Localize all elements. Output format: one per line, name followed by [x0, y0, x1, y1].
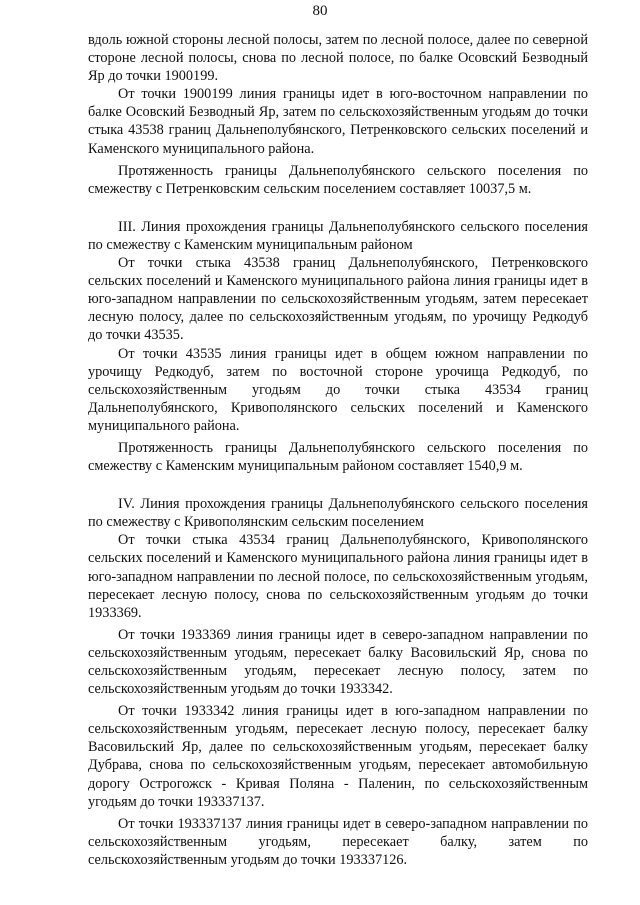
section-heading-iii: III. Линия прохождения границы Дальнеполубянского сельского поселения по смежеству с Каменским муниципальным районом: [88, 218, 588, 253]
paragraph-point-1900199: От точки 1900199 линия границы идет в юго-восточном направлении по балке Осовский Безводный Яр, затем по сельскохозяйственным угодьям до точки стыка 43538 границ Дальнеполубянского, Петренковского сельских поселений и Каменского муниципального района.: [88, 86, 588, 157]
paragraph-continuation: вдоль южной стороны лесной полосы, затем по лесной полосе, далее по северной стороне лесной полосы, снова по лесной полосе, по балке Осовский Безводный Яр до точки 1900199.: [88, 32, 588, 85]
paragraph-point-1933342: От точки 1933342 линия границы идет в юго-западном направлении по сельскохозяйственным угодьям, пересекает лесную полосу, пересекает балку Васовильский Яр, далее по сельскохозяйственным угодьям, пересекает балку Дубрава, снова по сельскохозяйственным угодьям, пересекает автомобильную дорогу Острогожск - Кривая Поляна - Паленин, по сельскохозяйственным угодьям до точки 193337137.: [88, 703, 588, 810]
paragraph-point-193337137: От точки 193337137 линия границы идет в северо-западном направлении по сельскохозяйственным угодьям, пересекает балку, затем по сельскохозяйственным угодьям до точки 193337126.: [88, 815, 588, 868]
paragraph-point-43534: От точки стыка 43534 границ Дальнеполубянского, Кривополянского сельских поселений и Каменского муниципального района линия границы идет в юго-западном направлении по лесной полосе, по сельскохозяйственным угодьям, пересекает лесную полосу, снова по сельскохозяйственным угодьям до точки 1933369.: [88, 532, 588, 621]
paragraph-length-kamenskiy: Протяженность границы Дальнеполубянского сельского поселения по смежеству с Каменским муниципальным районом составляет 1540,9 м.: [88, 439, 588, 475]
document-body: [88, 31, 588, 869]
page-number: 80: [312, 3, 328, 19]
section-heading-iv: IV. Линия прохождения границы Дальнеполубянского сельского поселения по смежеству с Кривополянским сельским поселением: [88, 496, 588, 531]
paragraph-point-1933369: От точки 1933369 линия границы идет в северо-западном направлении по сельскохозяйственным угодьям, пересекает балку Васовильский Яр, снова по сельскохозяйственным угодьям, пересекает лесную полосу, затем по сельскохозяйственным угодьям до точки 1933342.: [88, 626, 588, 698]
paragraph-length-petrenkovskoe: Протяженность границы Дальнеполубянского сельского поселения по смежеству с Петренковским сельским поселением составляет 10037,5 м.: [88, 162, 588, 197]
paragraph-point-43538: От точки стыка 43538 границ Дальнеполубянского, Петренковского сельских поселений и Каменского муниципального района линия границы идет в юго-западном направлении по сельскохозяйственным угодьям, затем пересекает лесную полосу, далее по сельскохозяйственным угодьям, по урочищу Редкодуб до точки 43535.: [88, 255, 588, 344]
paragraph-point-43535: От точки 43535 линия границы идет в общем южном направлении по урочищу Редкодуб, затем по восточной стороне урочища Редкодуб, по сельскохозяйственным угодьям до точки стыка 43534 границ Дальнеполубянского, Кривополянского сельских поселений и Каменского муниципального района.: [88, 345, 588, 434]
